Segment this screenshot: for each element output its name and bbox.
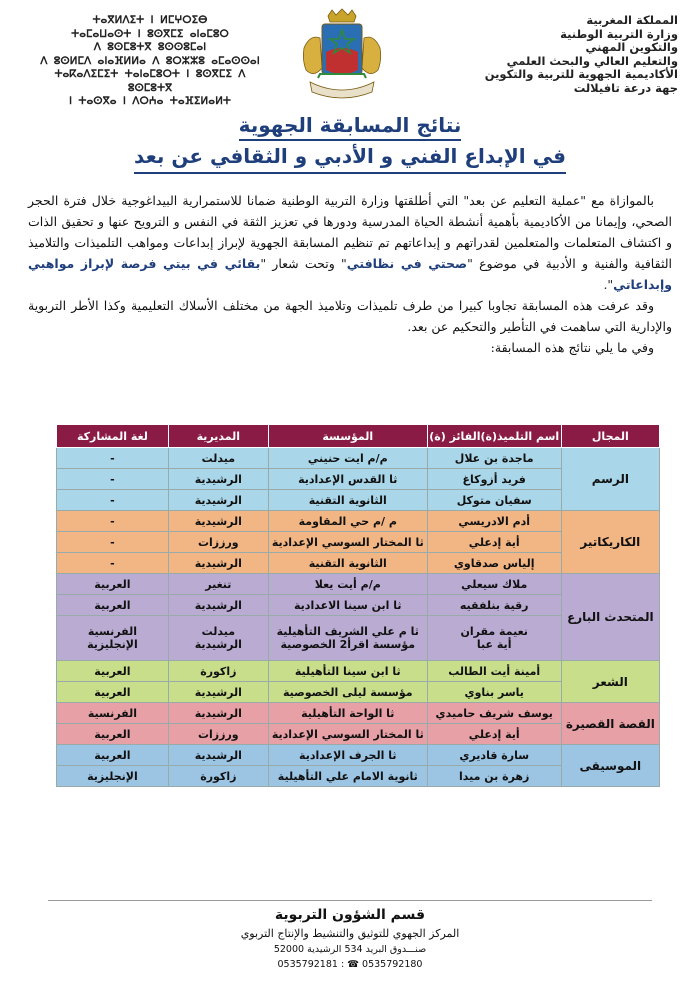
school-cell: ثا ابن سينا الاعدادية [268,595,427,616]
directorate-cell: الرشيدية [168,682,268,703]
letterhead [0,8,700,108]
student-cell: زهرة بن ميدا [427,766,561,787]
header-school: المؤسسة [268,425,427,448]
language-cell: - [57,490,169,511]
announcement-text [28,190,672,358]
page-title [0,112,700,174]
school-cell: ثا الواحة التأهيلية [268,703,427,724]
directorate-name: ميدلت [201,625,236,638]
center-name: المركز الجهوي للتوثيق والتنشيط والإنتاج التربوي [240,927,460,940]
directorate-cell: الرشيدية [168,511,268,532]
directorate-cell: الرشيدية [168,490,268,511]
footer-divider [48,900,652,901]
directorate-name: الرشيدية [194,638,242,651]
title-line-2: في الإبداع الفني و الأدبي و الثقافي عن بعد [134,141,566,174]
student-cell: ماجدة بن علال [427,448,561,469]
domain-cell: الموسيقى [561,745,659,787]
header-student: اسم التلميذ(ة)الفائز (ة) [427,425,561,448]
directorate-cell: ورززات [168,724,268,745]
student-cell: سفيان متوكل [427,490,561,511]
school-name: ثا م علي الشريف التأهيلية [276,625,419,638]
header-line: والتكوين المهني [585,40,678,54]
language-cell: - [57,532,169,553]
language-cell: العربية [57,574,169,595]
student-cell: ملاك سيعلي [427,574,561,595]
results-intro: وفي ما يلي نتائج هذه المسابقة: [490,340,654,355]
language-name: الإنجليزية [87,638,138,651]
header-line: ⵜⴰⴽⴰⴷⵉⵎⵉⵜ ⵜⴰⵏⴰⵎⵓⵔⵜ ⵏ ⵓⵙⴳⵎⵉ ⴷ ⵓⵙⵎⵓⵜⴳ [54,68,246,94]
header-line: ⴷ ⵓⵙⵍⵎⴷ ⴰⵏⴰⴼⵍⵍⴰ ⴷ ⵓⵔⵣⵣⵓ ⴰⵎⴰⵙⵙⴰⵏ [40,54,260,67]
language-cell: العربية [57,682,169,703]
table-row [57,745,660,766]
table-row [57,703,660,724]
school-cell: الثانوية التقنية [268,553,427,574]
domain-cell: الرسم [561,448,659,511]
directorate-cell: الرشيدية [168,745,268,766]
header-language: لغة المشاركة [57,425,169,448]
school-cell: ثا الجرف الإعدادية [268,745,427,766]
header-line: ⴷ ⵓⵙⵎⵓⵜⴳ ⵓⵙⵙⵓⵎⴰⵏ [93,41,207,53]
domain-cell: المتحدث البارع [561,574,659,661]
postal-address: صنـــدوق البريد 534 الرشيدية 52000 [273,944,427,955]
student-cell: سارة قاديري [427,745,561,766]
header-line: المملكة المغربية [586,13,678,27]
student-cell: أدم الادريسي [427,511,561,532]
student-cell: رقية بنلفقيه [427,595,561,616]
school-cell: ثا ابن سينا التأهيلية [268,661,427,682]
student-cell: يوسف شريف حاميدي [427,703,561,724]
student-cell: فريد أزوكاغ [427,469,561,490]
school-cell: ثانوية الامام علي التأهيلية [268,766,427,787]
directorate-cell: الرشيدية [168,469,268,490]
student-name: نعيمة مقران [460,625,528,638]
directorate-cell: ورززات [168,532,268,553]
language-cell: العربية [57,745,169,766]
language-cell: - [57,511,169,532]
student-cell: إلياس صدقاوي [427,553,561,574]
school-cell [268,616,427,661]
directorate-cell: الرشيدية [168,703,268,724]
arabic-letterhead [378,14,678,95]
student-name: أية عبا [476,638,512,651]
header-line: جهة درعة تافيلالت [573,80,678,95]
directorate-cell: زاكورة [168,661,268,682]
directorate-cell: تنغير [168,574,268,595]
school-cell: م /م حي المقاومة [268,511,427,532]
title-line-1: نتائج المسابقة الجهوية [239,112,462,141]
header-domain: المجال [561,425,659,448]
school-cell: م/م ايت حنيني [268,448,427,469]
header-line: وزارة التربية الوطنية [560,26,678,41]
participation-paragraph: وقد عرفت هذه المسابقة تجاوبا كبيرا من طرف تلميذات وتلاميذ الجهة من مختلف الأسلاك التعليمية وكذا الأطر التربوية والإدارية التي ساهمت في التأطير والتحكيم عن بعد. [28,298,672,334]
school-cell: ثا المختار السوسي الإعدادية [268,724,427,745]
footer [0,905,700,972]
language-cell: العربية [57,724,169,745]
header-line: ⵏ ⵜⴰⵙⴳⴰ ⵏ ⴷⵔⵄⴰ ⵜⴰⴼⵉⵍⴰⵍⵜ [68,95,231,107]
language-cell: العربية [57,595,169,616]
school-cell: مؤسسة ليلى الخصوصية [268,682,427,703]
table-row [57,661,660,682]
phone-numbers: 0535792181 : ☎ 0535792180 [277,959,423,970]
language-cell: - [57,469,169,490]
school-cell: ثا المختار السوسي الإعدادية [268,532,427,553]
header-line: والتعليم العالي والبحث العلمي [506,53,678,68]
school-cell: ثا القدس الإعدادية [268,469,427,490]
table-header-row [57,425,660,448]
intro-text: " وتحت شعار " [260,256,347,271]
contest-topic: صحتي في نظافتي [346,256,468,271]
intro-text: بالموازاة مع "عملية التعليم عن بعد" التي أطلقتها وزارة التربية الوطنية ضمانا للاستمرارية البيداغوجية خلال فترة الحجر الصحي، وإيمانا من الأكاديمية بأهمية أنشطة الحياة المدرسية ودورها في تعزيز الثقة في النفس و الترويح عنها و تحقيق الذات و اكتشاف المتعلمات والمتعلمين لقدراتهم و إبداعاتهم تم تنظيم المسابقة الجهوية لإبراز إبداعات ومواهب التلميذات والتلاميذ الثقافية والفنية و الأدبية في موضوع " [28,193,672,271]
header-line: ⵜⴰⴳⵍⴷⵉⵜ ⵏ ⵍⵎⵖⵔⵉⴱ [92,14,208,26]
contest-slogan: بقائي في بيتي فرصة لإبراز مواهبي وإبداعاتي [28,256,672,292]
language-cell: الإنجليزية [57,766,169,787]
table-row [57,574,660,595]
student-cell [427,616,561,661]
results-table [56,424,660,787]
directorate-cell: الرشيدية [168,553,268,574]
domain-cell: الشعر [561,661,659,703]
intro-text: ". [603,277,614,292]
department-name: قسم الشؤون التربوية [274,907,426,923]
language-cell [57,616,169,661]
directorate-cell: الرشيدية [168,595,268,616]
student-cell: ياسر بناوي [427,682,561,703]
domain-cell: القصة القصيرة [561,703,659,745]
table-row [57,511,660,532]
directorate-cell [168,616,268,661]
school-name: مؤسسة اقرأ2 الخصوصية [280,638,416,651]
directorate-cell: زاكورة [168,766,268,787]
student-cell: أمينة أيت الطالب [427,661,561,682]
school-cell: الثانوية التقنية [268,490,427,511]
header-line: الأكاديمية الجهوية للتربية والتكوين [484,67,678,81]
domain-cell: الكاريكاتير [561,511,659,574]
student-cell: أية إدعلي [427,532,561,553]
language-cell: العربية [57,661,169,682]
header-line: ⵜⴰⵎⴰⵡⴰⵙⵜ ⵏ ⵓⵙⴳⵎⵉ ⴰⵏⴰⵎⵓⵔ [71,27,229,40]
royal-emblem-icon [300,8,384,104]
language-cell: - [57,448,169,469]
directorate-cell: ميدلت [168,448,268,469]
table-row [57,448,660,469]
language-name: الفرنسية [87,625,137,638]
language-cell: الفرنسية [57,703,169,724]
tifinagh-letterhead [30,14,270,109]
school-cell: م/م أيت يعلا [268,574,427,595]
intro-paragraph [28,190,672,295]
language-cell: - [57,553,169,574]
header-directorate: المديرية [168,425,268,448]
student-cell: أية إدعلي [427,724,561,745]
